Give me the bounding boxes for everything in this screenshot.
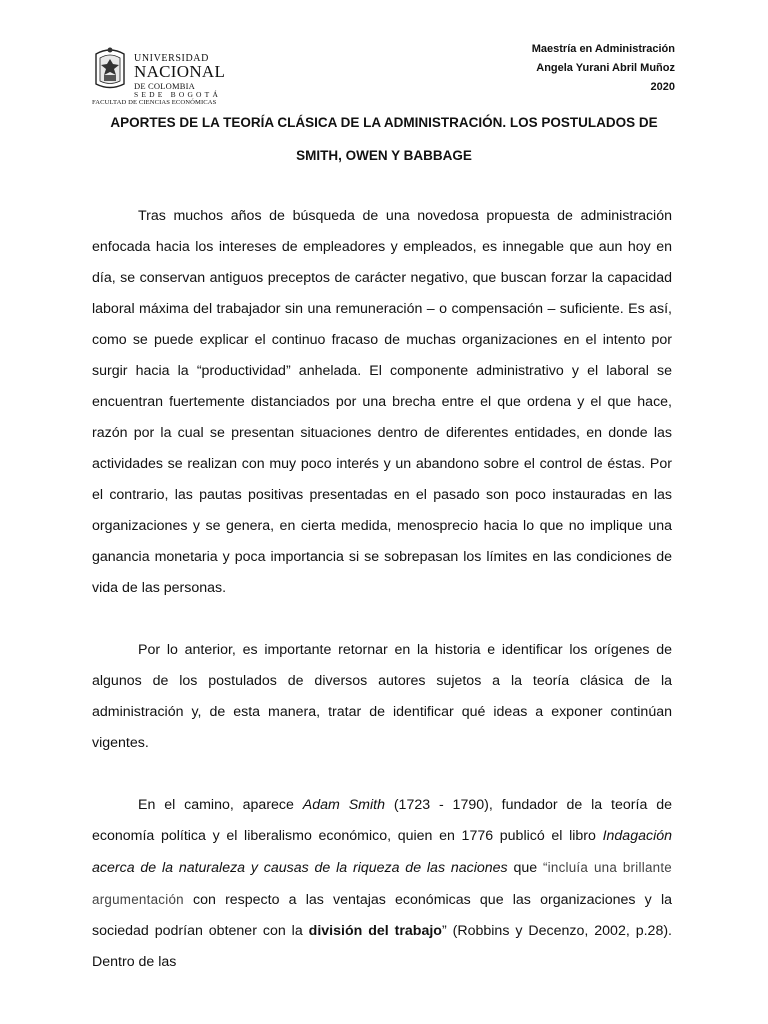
document-title-line-1: APORTES DE LA TEORÍA CLÁSICA DE LA ADMINISTRACIÓN. LOS POSTULADOS DE <box>110 115 658 130</box>
document-body <box>92 201 672 978</box>
university-seal-icon <box>90 44 130 92</box>
quote-start: “incluía una brillante argumentación <box>92 860 673 907</box>
p3-text-1: En el camino, aparece <box>138 797 303 813</box>
logo-line-2: NACIONAL <box>134 62 226 81</box>
author-reference: Adam Smith <box>302 797 385 813</box>
program-name: Maestría en Administración <box>531 43 675 55</box>
p3-text-2: (1723 - 1790), fundador de la teoría de economía política y el liberalismo económico, quien en 1776 publicó el libro <box>92 797 672 844</box>
university-logo <box>90 44 230 108</box>
book-title: Indagación acerca de la naturaleza y causas de la riqueza de las naciones <box>92 828 672 876</box>
logo-faculty: FACULTAD DE CIENCIAS ECONÓMICAS <box>92 99 217 106</box>
paragraph-1: Tras muchos años de búsqueda de una novedosa propuesta de administración enfocada hacia los intereses de empleadores y empleados, es innegable que aun hoy en día, se conservan antiguos preceptos de carácter negativo, que buscan forzar la capacidad laboral máxima del trabajador sin una remuneración – o compensación – suficiente. Es así, como se puede explicar el continuo fracaso de muchas organizaciones en el intento por surgir hacia la “productividad” anhelada. El componente administrativo y el laboral se encuentran fuertemente distanciados por una brecha entre el que ordena y el que hace, razón por la cual se presentan situaciones dentro de diferentes entidades, en donde las actividades se realizan con muy poco interés y un abandono sobre el control de éstas. Por el contrario, las pautas positivas presentadas en el pasado son poco instauradas en las organizaciones y se genera, en cierta medida, menosprecio hacia lo que no implique una ganancia monetaria y poca importancia si se sobrepasan los límites en las condiciones de vida de las personas. <box>92 208 672 596</box>
author-name: Angela Yurani Abril Muñoz <box>536 62 675 74</box>
logo-line-3: DE COLOMBIA <box>134 81 195 91</box>
logo-line-4: SEDE BOGOTÁ <box>134 90 222 99</box>
p3-text-5: ” (Robbins y Decenzo, 2002, p.28). Dentro de las <box>92 923 672 970</box>
paragraph-3 <box>92 790 672 978</box>
logo-line-1: UNIVERSIDAD <box>134 53 209 64</box>
document-meta <box>532 40 675 97</box>
bold-term: división del trabajo <box>308 923 442 939</box>
paragraph-2: Por lo anterior, es importante retornar en la historia e identificar los orígenes de algunos de los postulados de diversos autores sujetos a la teoría clásica de la administración y, de esta manera, tratar de identificar qué ideas a exponer continúan vigentes. <box>92 642 672 751</box>
document-title-line-2: SMITH, OWEN Y BABBAGE <box>296 148 472 163</box>
p3-text-4: con respecto a las ventajas económicas que las organizaciones y la sociedad podrían obtener con la <box>92 892 672 939</box>
p3-text-3: que <box>507 860 543 876</box>
year: 2020 <box>650 81 675 93</box>
